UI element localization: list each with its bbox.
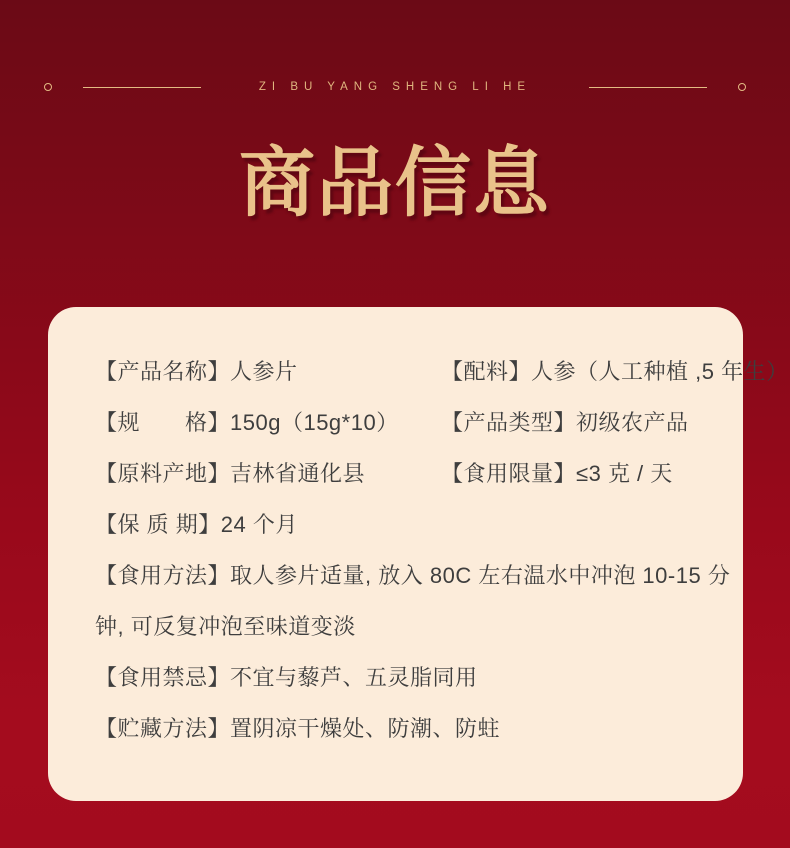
ornament-line-right xyxy=(589,87,707,88)
field-product-type-label: 【产品类型】 xyxy=(441,410,577,435)
field-usage-label: 【食用方法】 xyxy=(95,563,231,588)
field-product-type xyxy=(441,406,713,437)
field-spec-label: 【规 格】 xyxy=(95,410,231,435)
field-product-name-label: 【产品名称】 xyxy=(95,359,231,384)
field-ingredients-value: 人参（人工种植 ,5 年生） xyxy=(531,359,789,384)
field-spec-value: 150g（15g*10） xyxy=(230,410,399,435)
header-tagline: ZI BU YANG SHENG LI HE xyxy=(258,81,532,93)
header-ornament xyxy=(0,76,790,98)
field-taboo-value: 不宜与藜芦、五灵脂同用 xyxy=(230,665,478,690)
field-intake-limit xyxy=(441,457,713,488)
field-shelf-life xyxy=(95,498,713,549)
page-title: 商品信息 xyxy=(239,138,551,227)
info-row-spec-type xyxy=(95,396,713,447)
field-origin xyxy=(95,457,441,488)
ornament-circle-left-icon xyxy=(44,83,52,91)
info-row-name-ingredients xyxy=(95,345,789,396)
field-storage-value: 置阴凉干燥处、防潮、防蛀 xyxy=(230,716,501,741)
field-product-type-value: 初级农产品 xyxy=(576,410,689,435)
field-taboo xyxy=(95,651,713,702)
field-intake-limit-value: ≤3 克 / 天 xyxy=(576,461,673,486)
field-usage-value: 取人参片适量, 放入 80C 左右温水中冲泡 10-15 分 xyxy=(230,563,731,588)
info-row-origin-limit xyxy=(95,447,713,498)
field-shelf-life-label: 【保 质 期】 xyxy=(95,512,221,537)
field-usage-line2-text: 钟, 可反复冲泡至味道变淡 xyxy=(95,614,356,639)
field-storage xyxy=(95,702,713,753)
product-info-card xyxy=(48,307,789,801)
field-ingredients xyxy=(441,355,789,386)
field-origin-value: 吉林省通化县 xyxy=(230,461,366,486)
field-storage-label: 【贮藏方法】 xyxy=(95,716,231,741)
field-origin-label: 【原料产地】 xyxy=(95,461,231,486)
field-ingredients-label: 【配料】 xyxy=(441,359,532,384)
field-product-name xyxy=(95,355,441,386)
ornament-line-left xyxy=(83,87,201,88)
field-spec xyxy=(95,406,441,437)
field-usage xyxy=(95,549,731,600)
field-intake-limit-label: 【食用限量】 xyxy=(441,461,577,486)
field-taboo-label: 【食用禁忌】 xyxy=(95,665,231,690)
field-usage-line2 xyxy=(95,600,713,651)
field-product-name-value: 人参片 xyxy=(230,359,298,384)
field-shelf-life-value: 24 个月 xyxy=(220,512,298,537)
ornament-circle-right-icon xyxy=(738,83,746,91)
